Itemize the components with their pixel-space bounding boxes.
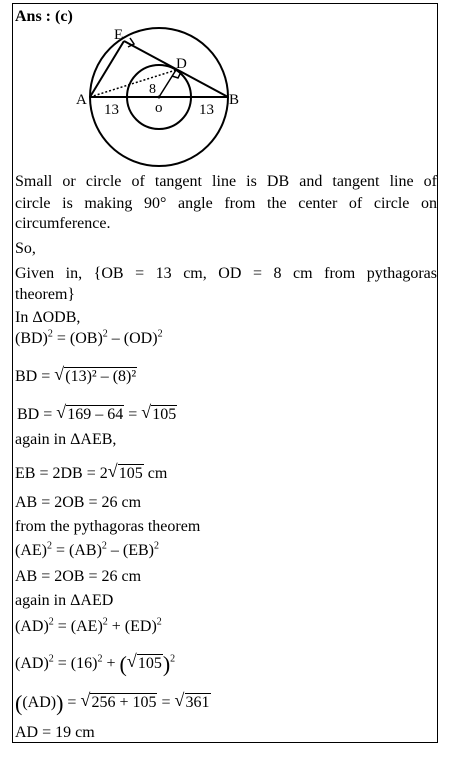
text-p1c: circumference. xyxy=(15,215,111,232)
text-from-pythagoras: from the pythagoras theorem xyxy=(15,518,201,535)
text-p1a: Small or circle of tangent line is DB and tangent line of xyxy=(15,173,437,190)
text-given-a: Given in, {OB = 13 cm, OD = 8 cm from pythagoras xyxy=(15,265,437,282)
center-point xyxy=(158,96,161,99)
text-again-aeb: again in ΔAEB, xyxy=(15,431,117,448)
geometry-figure xyxy=(0,0,465,175)
radical: √ 169 – 64 xyxy=(56,402,124,423)
eq-bd-squared: (BD)$^2$ = (OB)$^2$ – (OD)$^2$ xyxy=(15,328,163,347)
radical: √ 361 xyxy=(174,690,210,711)
label-a: A xyxy=(76,92,87,108)
label-d: D xyxy=(176,56,187,72)
eq-bd-value: BD = √ 169 – 64 = √ 105 xyxy=(17,402,177,423)
eq-ad-values: $(AD)^2 = (16)^2$ + ( √ 105)$^2$ xyxy=(15,651,176,677)
label-ao-13: 13 xyxy=(104,102,119,118)
eq-eb: EB = 2DB = 2 √ 105 cm xyxy=(15,461,168,482)
text-in-odb: In ΔODB, xyxy=(15,309,81,326)
eq-ad-root: ((AD)) = √ 256 + 105 = √ 361 xyxy=(15,690,210,716)
radical: √ (13)² – (8)² xyxy=(54,364,137,385)
text-again-aed: again in ΔAED xyxy=(15,592,114,609)
eq-ad-squared: (AD)$^2$ = (AE)$^2$ + (ED)$^2$ xyxy=(15,616,162,635)
label-e: E xyxy=(114,27,124,43)
radical: √ 105 xyxy=(126,651,162,672)
eq-ab-2: AB = 2OB = 26 cm xyxy=(15,568,142,585)
label-radius-8: 8 xyxy=(149,82,156,97)
label-ob-13: 13 xyxy=(199,102,214,118)
radical: √ 105 xyxy=(141,402,177,423)
eq-ae-squared: (AE)$^2$ = (AB)$^2$ – (EB)$^2$ xyxy=(15,540,159,559)
radical: √ 256 + 105 xyxy=(80,690,157,711)
label-b: B xyxy=(229,92,240,108)
text-given-b: theorem} xyxy=(15,286,76,303)
text-so: So, xyxy=(15,240,36,257)
label-o: o xyxy=(155,100,163,116)
text-p1b: circle is making 90° angle from the center of circle on xyxy=(15,195,437,212)
eq-bd-root: BD = √ (13)² – (8)² xyxy=(15,364,137,385)
answer-label: Ans : (c) xyxy=(15,8,73,25)
final-answer: AD = 19 cm xyxy=(15,724,95,741)
radical: √ 105 xyxy=(107,461,143,482)
eq-ab-1: AB = 2OB = 26 cm xyxy=(15,494,142,511)
radius-od xyxy=(159,70,176,97)
